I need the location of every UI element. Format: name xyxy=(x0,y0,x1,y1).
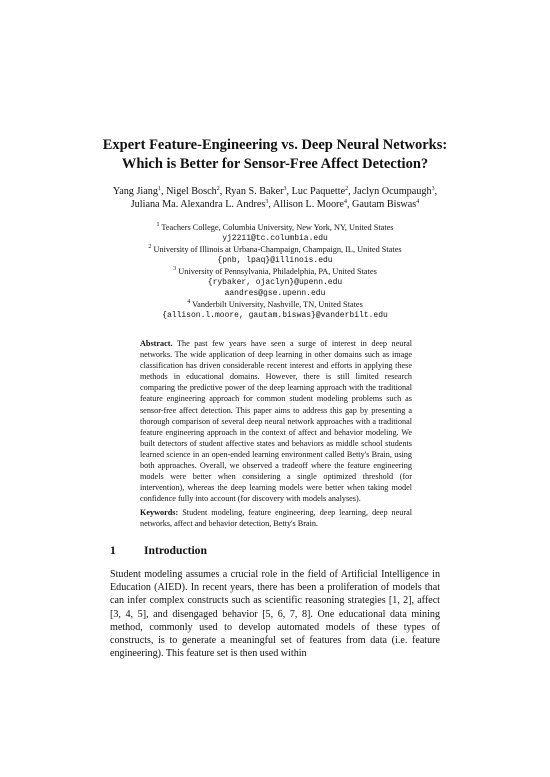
author-name: Nigel Bosch xyxy=(166,186,217,197)
author-name: Gautam Biswas xyxy=(352,199,417,210)
keywords-label: Keywords: xyxy=(140,508,179,517)
abstract-label: Abstract. xyxy=(140,339,173,348)
author-line-2: Juliana Ma. Alexandra L. Andres$^3$, Allison L. Moore$^4$, Gautam Biswas$^4$ xyxy=(130,199,420,210)
author-affiliation-mark: 3 xyxy=(265,199,269,205)
affiliation-text: Teachers College, Columbia University, New York, NY, United States xyxy=(161,223,394,232)
keywords-text: Student modeling, feature engineering, deep learning, deep neural networks, affect and behavior detection, Betty's Brain. xyxy=(140,508,413,529)
author-name: Yang Jiang xyxy=(112,186,158,197)
author-affiliation-mark: 4 xyxy=(343,199,347,205)
author-name: Jaclyn Ocumpaugh xyxy=(353,186,432,197)
paper-title-line-2: Which is Better for Sensor-Free Affect Detection? xyxy=(121,156,429,172)
author-name: Luc Paquette xyxy=(291,186,346,197)
keywords xyxy=(140,507,412,529)
affiliation-mark: 1 xyxy=(156,222,160,228)
abstract xyxy=(140,338,412,504)
affiliation-email: {allison.l.moore, gautam.biswas}@vanderbilt.edu xyxy=(162,311,388,320)
author-affiliation-mark: 4 xyxy=(416,199,420,205)
section-title: Introduction xyxy=(144,544,207,557)
author-name: Juliana Ma. Alexandra L. Andres xyxy=(130,199,266,210)
affiliation-email: {pnb, lpaq}@illinois.edu xyxy=(217,256,333,265)
section-heading xyxy=(110,544,207,557)
affiliation-mark: 2 xyxy=(148,244,152,250)
affiliation-4 xyxy=(60,299,490,310)
abstract-text: The past few years have seen a surge of interest in deep neural networks. The wide application of deep learning in other domains such as image classification has driven considerable recent interest and efforts in applying these methods in educational domains. However, there is still limited research comparing the predictive power of the deep learning approach with the traditional feature engineering approach for common student modeling problems such as sensor-free affect detection. This paper aims to address this gap by presenting a thorough comparison of several deep neural network approaches with a traditional feature engineering approach in the context of affect and behavior modeling. We built detectors of student affective states and behaviors as middle school students learned science in an open-ended learning environment called Betty's Brain, using both approaches. Overall, we observed a tradeoff where the feature engineering models were better when considering a single optimized threshold (for intervention), whereas the deep learning models were better when taking model confidence fully into account (for discovery with models analyses). xyxy=(140,339,412,504)
affiliation-mark: 4 xyxy=(187,299,191,305)
author-affiliation-mark: 1 xyxy=(157,186,161,192)
author-name: Ryan S. Baker xyxy=(224,186,284,197)
author-affiliation-mark: 2 xyxy=(216,186,220,192)
affiliation-email: yj2211@tc.columbia.edu xyxy=(222,234,328,243)
affiliation-text: University of Illinois at Urbana-Champaign, Champaign, IL, United States xyxy=(153,245,402,254)
affiliation-2 xyxy=(60,244,490,255)
affiliation-email: aandres@gse.upenn.edu xyxy=(224,289,326,298)
introduction-paragraph: Student modeling assumes a crucial role in the field of Artificial Intelligence in Education (AIED). In recent years, there has been a proliferation of models that can infer complex constructs such as scientific reasoning strategies [1, 2], affect [3, 4, 5], and disengaged behavior [5, 6, 7, 8]. One educational data mining method, commonly used to develop automated models of these types of constructs, is to generate a meaningful set of features from data (i.e. feature engineering). This feature set is then used within xyxy=(110,569,440,660)
author-affiliation-mark: 2 xyxy=(345,186,349,192)
paper-title-line-1: Expert Feature-Engineering vs. Deep Neural Networks: xyxy=(102,137,448,153)
affiliation-text: University of Pennsylvania, Philadelphia, PA, United States xyxy=(178,267,377,276)
affiliation-mark: 3 xyxy=(173,266,177,272)
author-affiliation-mark: 3 xyxy=(431,186,435,192)
affiliation-1 xyxy=(60,222,490,233)
affiliation-3 xyxy=(60,266,490,277)
author-name: Allison L. Moore xyxy=(272,199,344,210)
affiliation-text: Vanderbilt University, Nashville, TN, United States xyxy=(192,300,363,309)
author-line-1: Yang Jiang$^1$, Nigel Bosch$^2$, Ryan S. Baker$^3$, Luc Paquette$^2$, Jaclyn Ocumpaugh$^3$, xyxy=(112,186,438,197)
author-affiliation-mark: 3 xyxy=(283,186,287,192)
affiliation-email: {rybaker, ojaclyn}@upenn.edu xyxy=(207,278,343,287)
section-number: 1 xyxy=(110,544,116,557)
